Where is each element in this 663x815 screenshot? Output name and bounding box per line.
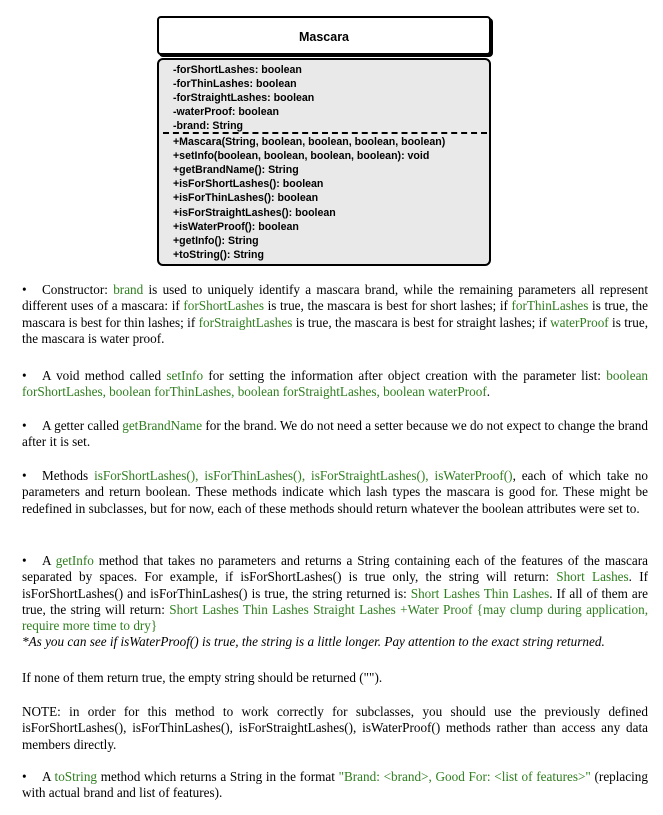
bullet: • (22, 468, 27, 483)
uml-class-name: Mascara (298, 30, 350, 44)
example-output: Short Lashes Thin Lashes Straight Lashes +Water Proof {may clump during application, require more time to dry} (22, 601, 648, 634)
tostring-paragraph (22, 769, 648, 802)
code-term: setInfo (166, 368, 204, 383)
uml-method: +isForThinLashes(): boolean (173, 192, 319, 204)
uml-attribute: -waterProof: boolean (173, 106, 279, 118)
note-paragraph: NOTE: in order for this method to work correctly for subclasses, you should use the previously defined isForShortLashes(), isForThinLashes(), isForStraightLashes(), isWaterProof() methods rather than access any data members directly. (22, 704, 648, 752)
code-term: isForShortLashes(), isForThinLashes(), isForStraightLashes(), isWaterProof() (94, 468, 513, 483)
text: Methods (42, 468, 95, 483)
example-output: Short Lashes (556, 569, 629, 585)
code-term: getBrandName (122, 418, 203, 433)
text: is true, the mascara is water proof. (22, 314, 648, 346)
bullet: • (22, 769, 27, 784)
text: is used to uniquely identify a mascara brand, while the remaining parameters all represent different uses of a mascara: if (22, 282, 648, 314)
text: method which returns a String in the format (97, 769, 339, 784)
uml-attribute: -forThinLashes: boolean (173, 78, 297, 90)
text: for the brand. We do not need a setter because we do not expect to change the brand after it is set. (22, 418, 648, 450)
getinfo-paragraph (22, 553, 648, 651)
text: Constructor: (42, 282, 114, 297)
uml-method: +getInfo(): String (173, 235, 259, 247)
code-term: boolean forShortLashes, boolean forThinLashes, boolean forStraightLashes, boolean waterProof (22, 368, 649, 400)
italic-note: *As you can see if isWaterProof() is true, the string is a little longer. Pay attention to the exact string returned. (22, 634, 605, 650)
uml-class-diagram (157, 16, 491, 266)
text: A (42, 769, 55, 784)
example-output: Short Lashes Thin Lashes (410, 585, 550, 601)
text: A (42, 553, 56, 568)
text: is true, the mascara is best for thin lashes; if (22, 298, 648, 330)
setinfo-paragraph (22, 368, 648, 401)
uml-method: +isForShortLashes(): boolean (173, 178, 324, 190)
is-methods-paragraph (22, 468, 648, 517)
text: . If all of them are true, the string will return: (22, 585, 648, 617)
uml-class-name-box (157, 16, 491, 55)
uml-divider (163, 132, 487, 134)
text: , each of which take no parameters and return boolean. These methods indicate which lash types the mascara is good for. These might be redefined in subclasses, but for now, each of these methods should return whatever the boolean attributes were set to. (22, 468, 648, 516)
format-string: "Brand: <brand>, Good For: <list of features>" (338, 769, 591, 784)
code-term: forThinLashes (511, 298, 589, 314)
text: method that takes no parameters and returns a String containing each of the features of the mascara separated by spaces. For example, if isForShortLashes() is true only, the string will return: (22, 553, 649, 585)
text: . (486, 384, 491, 400)
uml-attribute: -forShortLashes: boolean (173, 64, 302, 76)
uml-method: +isForStraightLashes(): boolean (173, 207, 336, 219)
constructor-paragraph (22, 282, 648, 347)
text: is true, the mascara is best for straight lashes; if (292, 314, 551, 330)
code-term: toString (54, 769, 98, 784)
empty-string-paragraph: If none of them return true, the empty string should be returned (""). (22, 670, 383, 685)
text: . If isForShortLashes() and isForThinLashes() is true, the string returned is: (22, 569, 648, 601)
text: A void method called (42, 368, 167, 383)
bullet: • (22, 368, 27, 383)
uml-attribute: -brand: String (173, 120, 244, 132)
uml-attribute: -forStraightLashes: boolean (173, 92, 315, 104)
code-term: forShortLashes (183, 298, 264, 314)
uml-members-box (157, 58, 491, 266)
uml-method: +toString(): String (173, 249, 264, 261)
uml-method: +setInfo(boolean, boolean, boolean, boolean): void (173, 150, 430, 162)
getbrandname-paragraph (22, 418, 648, 451)
code-term: waterProof (550, 314, 609, 330)
uml-method: +Mascara(String, boolean, boolean, boolean, boolean) (173, 136, 446, 148)
text: is true, the mascara is best for short lashes; if (263, 298, 512, 314)
code-term: forStraightLashes (198, 314, 293, 330)
uml-method: +isWaterProof(): boolean (173, 221, 299, 233)
bullet: • (22, 418, 27, 433)
bullet: • (22, 282, 27, 297)
code-term: brand (113, 282, 144, 297)
uml-method: +getBrandName(): String (173, 164, 299, 176)
text: for setting the information after object creation with the parameter list: (203, 368, 607, 383)
bullet: • (22, 553, 27, 568)
text: A getter called (42, 418, 123, 433)
code-term: getInfo (55, 553, 94, 568)
text: (replacing with actual brand and list of features). (22, 769, 648, 801)
